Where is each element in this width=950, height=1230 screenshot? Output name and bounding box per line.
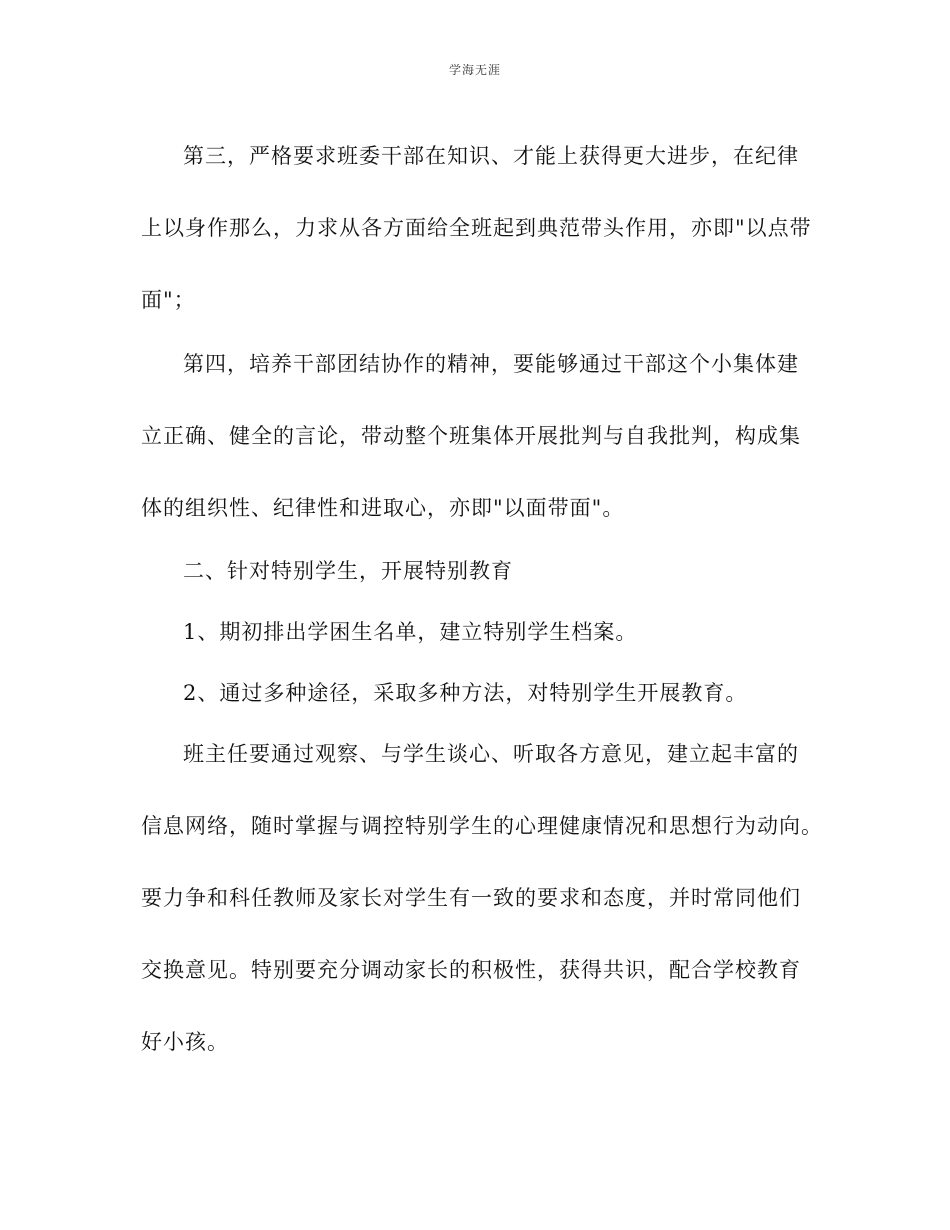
paragraph-4-line-1: 第四，培养干部团结协作的精神，要能够通过干部这个小集体建 (183, 352, 799, 376)
paragraph-3-line-1: 第三，严格要求班委干部在知识、才能上获得更大进步，在纪律 (183, 144, 799, 168)
paragraph-4-line-2: 立正确、健全的言论，带动整个班集体开展批判与自我批判，构成集 (141, 424, 801, 448)
paragraph-3-line-2: 上以身作那么，力求从各方面给全班起到典范带头作用，亦即"以点带 (141, 216, 812, 240)
paragraph-5-line-2: 信息网络，随时掌握与调控特别学生的心理健康情况和思想行为动向。 (141, 814, 823, 838)
paragraph-5-line-1: 班主任要通过观察、与学生谈心、听取各方意见，建立起丰富的 (183, 742, 799, 766)
paragraph-3-line-3: 面"； (141, 288, 196, 312)
paragraph-5-line-4: 交换意见。特别要充分调动家长的积极性，获得共识，配合学校教育 (141, 958, 801, 982)
list-item-1: 1、期初排出学困生名单，建立特别学生档案。 (183, 620, 638, 644)
page-header: 学海无涯 (448, 63, 501, 77)
section-heading-2: 二、针对特别学生，开展特别教育 (183, 559, 513, 583)
paragraph-5-line-3: 要力争和科任教师及家长对学生有一致的要求和态度，并时常同他们 (141, 886, 801, 910)
paragraph-5-line-5: 好小孩。 (141, 1030, 229, 1054)
paragraph-4-line-3: 体的组织性、纪律性和进取心，亦即"以面带面"。 (141, 496, 625, 520)
list-item-2: 2、通过多种途径，采取多种方法，对特别学生开展教育。 (183, 681, 748, 705)
